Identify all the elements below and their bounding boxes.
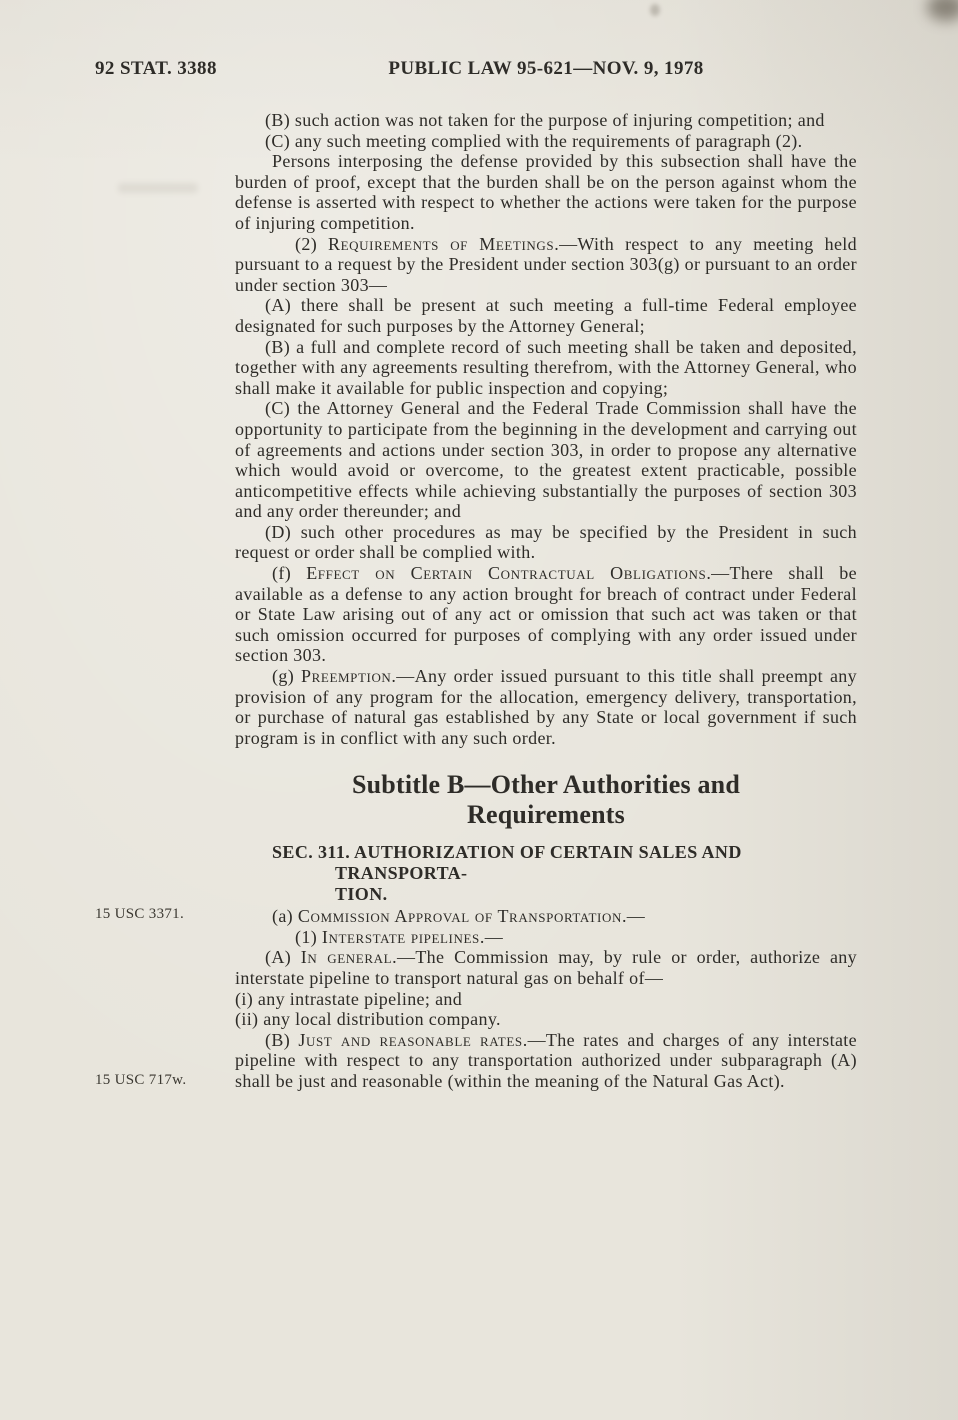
subclause-B [235, 1030, 857, 1092]
text-run: .—There shall be available as a defense to any action brought for breach of contract under Federal or State Law arising out of any act or omission that such act was taken or that such omission occurred for purposes of complying with any order issued under section 303. [235, 563, 857, 666]
subsection-a [235, 906, 857, 927]
text-run: (D) such other procedures as may be specified by the President in such request or order shall be complied with. [235, 521, 857, 563]
text-run: .— [621, 906, 646, 927]
text-run: .—The Commission may, by rule or order, authorize any interstate pipeline to transport natural gas on behalf of— [235, 947, 857, 988]
paragraph-1 [235, 927, 857, 948]
small-caps-label: Interstate pipelines [321, 926, 480, 947]
subsection-f [235, 563, 857, 666]
subtitle-heading [296, 770, 796, 830]
text-run: (2) [295, 233, 329, 254]
scan-smudge [118, 183, 198, 193]
small-caps-label: Preemption [301, 666, 392, 687]
scan-smudge [927, 0, 958, 21]
text-run: (1) [295, 926, 322, 947]
clause-B [235, 110, 857, 131]
item-ii [235, 1009, 857, 1030]
document-flow [235, 110, 857, 1092]
clause-C [235, 131, 857, 152]
text-run: (C) the Attorney General and the Federal Trade Commission shall have the opportunity to participate from the beginning in the development and carrying out of agreements and actions under section 303, in order to propose any alternative which would avoid or overcome, to the greatest extent practicable, possible anticompetitive effects while achieving substantially the purposes of section 303 and any order thereunder; and [235, 398, 857, 522]
subclause-C [235, 398, 857, 522]
margin-note: 15 USC 717w. [95, 1072, 187, 1088]
page-header-title: PUBLIC LAW 95-621—NOV. 9, 1978 [388, 58, 704, 79]
text-run: SEC. 311. AUTHORIZATION OF CERTAIN SALES AND TRANSPORTA- [272, 842, 742, 883]
section-heading [272, 842, 857, 904]
subclause-D [235, 522, 857, 563]
text-run: (f) [272, 563, 307, 584]
small-caps-label: Commission Approval of Transportation [297, 906, 622, 927]
text-run: (B) a full and complete record of such meeting shall be taken and deposited, together with any agreements resulting therefrom, with the Attorney General, who shall make it available for public inspection and copying; [235, 336, 857, 398]
subsection-g [235, 666, 857, 748]
small-caps-label: Requirements of Meetings [328, 233, 555, 254]
flush-paragraph [235, 151, 857, 233]
text-run: (A) [265, 947, 301, 968]
text-run: Persons interposing the defense provided by this subsection shall have the burden of proof, except that the burden shall be on the person against whom the defense is asserted with respect to whether the actions were taken for the purpose of injuring competition. [235, 151, 857, 233]
item-i [235, 989, 857, 1010]
small-caps-label: Just and reasonable rates [298, 1029, 523, 1050]
paragraph-2 [235, 234, 857, 296]
small-caps-label: In general [300, 947, 393, 968]
small-caps-label: Effect on Certain Contractual Obligations [306, 563, 707, 584]
text-run: Subtitle B—Other Authorities and Requirements [351, 770, 741, 830]
text-run: .—Any order issued pursuant to this title shall preempt any provision of any program for the allocation, emergency delivery, transportation, or purchase of natural gas established by any State or local government if such program is in conflict with any such order. [235, 666, 858, 748]
text-run: .—With respect to any meeting held pursuant to a request by the President under section 303(g) or pursuant to an order under section 303— [235, 233, 858, 295]
text-run: (B) such action was not taken for the purpose of injuring competition; and [265, 110, 825, 130]
text-run: (B) [265, 1029, 299, 1050]
text-run: (a) [272, 906, 298, 927]
text-run: (A) there shall be present at such meeting a full-time Federal employee designated for such purposes by the Attorney General; [235, 295, 857, 336]
text-run: (ii) any local distribution company. [235, 1009, 501, 1030]
scan-smudge [650, 4, 660, 16]
text-run: TION. [335, 883, 388, 904]
text-run: (C) any such meeting complied with the requirements of paragraph (2). [265, 130, 803, 151]
text-run: (i) any intrastate pipeline; and [235, 988, 463, 1009]
subclause-A [235, 947, 857, 988]
text-run: .— [479, 926, 504, 947]
text-run: .—The rates and charges of any interstate pipeline with respect to any transportation authorized under subparagraph (A) shall be just and reasonable (within the meaning of the Natural Gas Act). [235, 1029, 857, 1091]
text-run: (g) [272, 666, 302, 687]
subclause-A [235, 295, 857, 336]
subclause-B [235, 337, 857, 399]
page-stat-number: 92 STAT. 3388 [95, 58, 217, 79]
margin-note: 15 USC 3371. [95, 906, 185, 922]
